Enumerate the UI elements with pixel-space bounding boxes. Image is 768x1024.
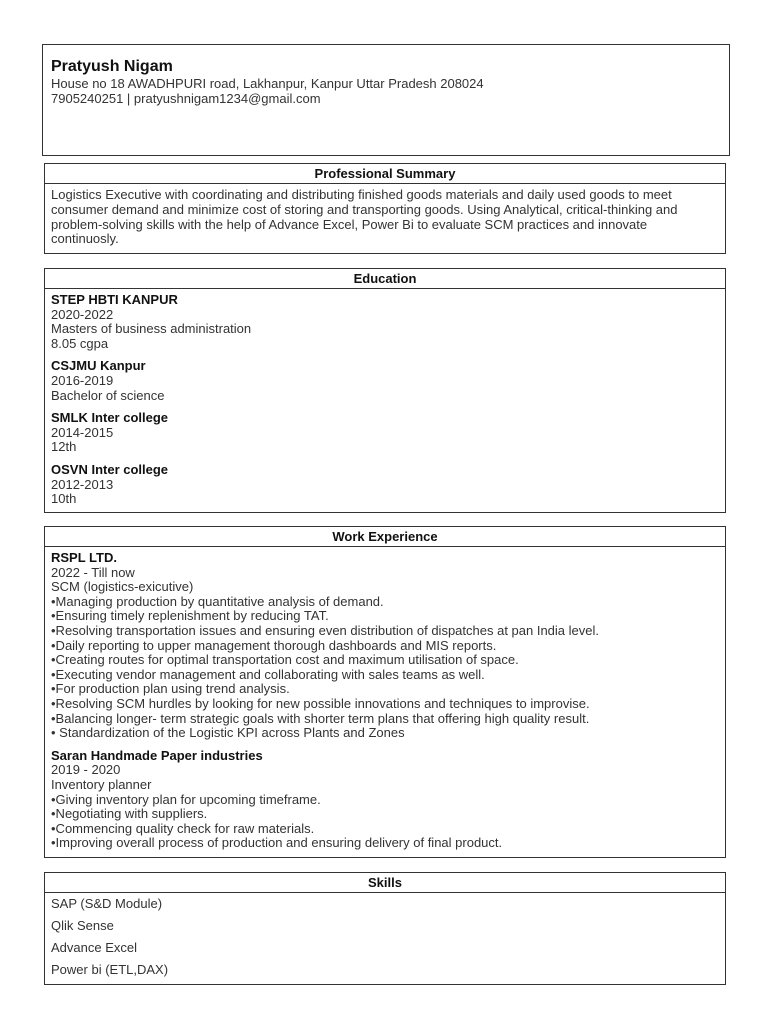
job-role: Inventory planner: [51, 776, 152, 792]
job-period: 2019 - 2020: [51, 762, 121, 778]
job-point: •Daily reporting to upper management thorough dashboards and MIS reports.: [51, 637, 497, 653]
summary-line: problem-solving skills with the help of Advance Excel, Power Bi to evaluate SCM practices and innovate: [51, 216, 648, 232]
company: Saran Handmade Paper industries: [51, 747, 263, 763]
skills-list: [45, 893, 725, 985]
institution: OSVN Inter college: [51, 461, 169, 477]
job-point: •For production plan using trend analysis.: [51, 681, 290, 697]
job-point: •Ensuring timely replenishment by reducing TAT.: [51, 608, 329, 624]
job-point: •Balancing longer- term strategic goals with shorter term plans that offering high quality result.: [51, 710, 590, 726]
degree: 12th: [51, 439, 77, 455]
score: 8.05 cgpa: [51, 335, 109, 351]
years: 2014-2015: [51, 424, 114, 440]
education-entry: [51, 293, 719, 351]
resume-header: [42, 44, 730, 156]
job-entry: [51, 749, 719, 851]
address: House no 18 AWADHPURI road, Lakhanpur, Kanpur Uttar Pradesh 208024: [51, 76, 484, 91]
education-entry: [51, 411, 719, 455]
job-point: •Giving inventory plan for upcoming timeframe.: [51, 791, 321, 807]
years: 2012-2013: [51, 476, 114, 492]
summary-line: consumer demand and minimize cost of storing and transporting goods. Using Analytical, critical-thinking and: [51, 201, 678, 217]
skill-item: Advance Excel: [51, 940, 137, 955]
job-point: •Creating routes for optimal transportation cost and maximum utilisation of space.: [51, 652, 519, 668]
degree: Masters of business administration: [51, 321, 252, 337]
job-point: •Negotiating with suppliers.: [51, 806, 208, 822]
job-role: SCM (logistics-exicutive): [51, 579, 194, 595]
summary-title: Professional Summary: [45, 164, 725, 184]
education-entry: [51, 463, 719, 507]
skill-item: SAP (S&D Module): [51, 896, 163, 911]
work-title: Work Experience: [45, 527, 725, 547]
job-point: •Executing vendor management and collaborating with sales teams as well.: [51, 666, 485, 682]
job-period: 2022 - Till now: [51, 564, 135, 580]
job-point: • Standardization of the Logistic KPI across Plants and Zones: [51, 725, 405, 741]
institution: CSJMU Kanpur: [51, 358, 146, 374]
job-point: •Improving overall process of production and ensuring delivery of final product.: [51, 835, 503, 851]
job-entry: [51, 551, 719, 741]
skills-section: [44, 872, 726, 985]
skill-item: Power bi (ETL,DAX): [51, 962, 169, 977]
summary-line: Logistics Executive with coordinating and distributing finished goods materials and daily used goods to meet: [51, 187, 672, 202]
years: 2016-2019: [51, 372, 114, 388]
job-point: •Resolving transportation issues and ensuring even distribution of dispatches at pan India level.: [51, 622, 599, 638]
candidate-name: Pratyush Nigam: [51, 58, 173, 75]
years: 2020-2022: [51, 306, 114, 322]
job-point: •Managing production by quantitative analysis of demand.: [51, 593, 384, 609]
work-list: [45, 547, 725, 855]
education-list: [45, 289, 725, 511]
company: RSPL LTD.: [51, 550, 117, 565]
institution: STEP HBTI KANPUR: [51, 292, 178, 307]
education-title: Education: [45, 269, 725, 289]
degree: 10th: [51, 491, 77, 507]
work-section: [44, 526, 726, 858]
institution: SMLK Inter college: [51, 410, 169, 426]
education-entry: [51, 359, 719, 403]
contact-info: 7905240251 | pratyushnigam1234@gmail.com: [51, 91, 321, 106]
summary-text: [45, 184, 725, 251]
skill-item: Qlik Sense: [51, 918, 114, 933]
summary-section: [44, 163, 726, 254]
skills-title: Skills: [45, 873, 725, 893]
summary-line: continuosly.: [51, 231, 119, 247]
job-point: •Commencing quality check for raw materials.: [51, 820, 315, 836]
degree: Bachelor of science: [51, 387, 165, 403]
job-point: •Resolving SCM hurdles by looking for new possible innovations and techniques to improvise.: [51, 695, 590, 711]
education-section: [44, 268, 726, 513]
